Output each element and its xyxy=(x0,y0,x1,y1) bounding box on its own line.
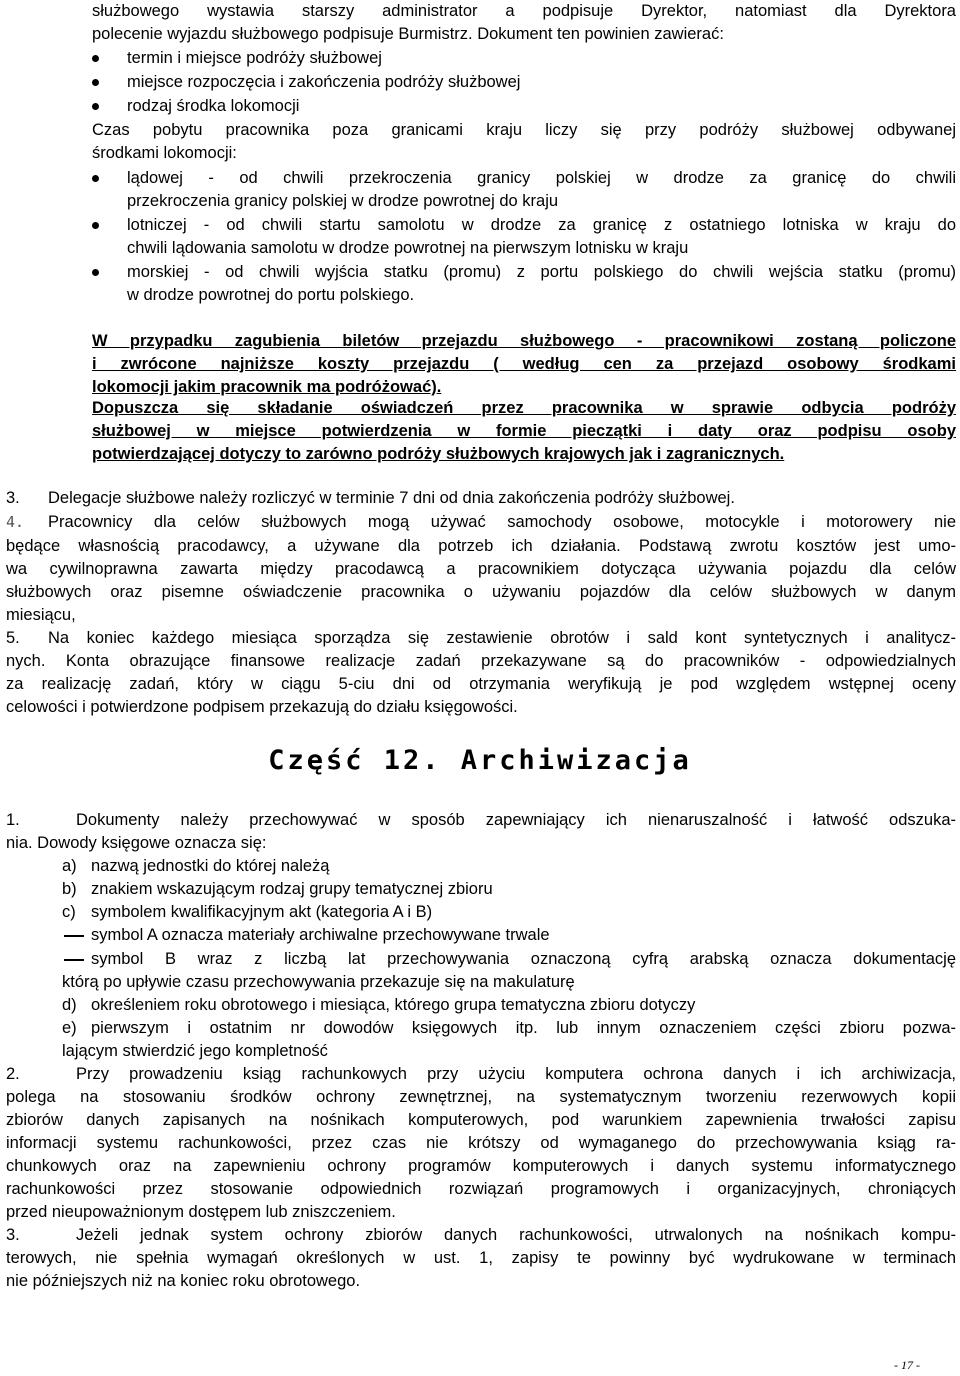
list-mark: c) xyxy=(62,903,76,921)
item5-line-3: za realizację zadań, który w ciągu 5-ciu dni od otrzymania weryfikują je pod względem wstępnej oceny xyxy=(6,675,956,693)
dash-mark xyxy=(64,959,84,961)
item-number: 1. xyxy=(6,811,20,829)
item5-line-4: celowości i potwierdzone podpisem przekazują do działu księgowości. xyxy=(6,698,518,716)
arch-list-e-line-1: pierwszym i ostatnim nr dowodów księgowych itp. lub innym oznaczeniem części zbioru pozwa- xyxy=(91,1019,956,1037)
item-number: 3. xyxy=(6,1226,20,1244)
item-number: 2. xyxy=(6,1065,20,1083)
item-number: 4. xyxy=(6,513,25,531)
lost-ticket-note-line-3: lokomocji jakim pracownik ma podróżować). xyxy=(92,378,442,396)
list-mark: b) xyxy=(62,880,77,898)
arch2-line-6: rachunkowości przez stosowanie odpowiednich rozwiązań programowych i organizacyjnych, chroniących xyxy=(6,1180,956,1198)
arch2-line-7: przed nieupoważnionym dostępem lub zniszczeniem. xyxy=(6,1203,396,1221)
arch2-line-5: chunkowych oraz na zapewnieniu ochrony programów komputerowych i danych systemu informatycznego xyxy=(6,1157,956,1175)
transport-bullet-air-line-2: chwili lądowania samolotu w drodze powrotnej na pierwszym lotnisku w kraju xyxy=(127,239,689,257)
intro-line-1: służbowego wystawia starszy administrator a podpisuje Dyrektor, natomiast dla Dyrektora xyxy=(92,2,956,20)
arch-dash-1: symbol A oznacza materiały archiwalne przechowywane trwale xyxy=(91,926,550,944)
bullet-dot xyxy=(92,79,99,86)
arch-dash-2-line-1: symbol B wraz z liczbą lat przechowywania oznaczoną cyfrą arabską oznacza dokumentację xyxy=(91,950,956,968)
doc-bullet-1: termin i miejsce podróży służbowej xyxy=(127,49,382,67)
list-mark: d) xyxy=(62,996,77,1014)
arch-list-e-line-2: lającym stwierdzić jego kompletność xyxy=(62,1042,328,1060)
lost-ticket-note-line-2: i zwrócone najniższe koszty przejazdu ( według cen za przejazd osobowy środkami xyxy=(92,355,956,373)
transport-bullet-sea-line-1: morskiej - od chwili wyjścia statku (promu) z portu polskiego do chwili wejścia statku (promu) xyxy=(127,263,956,281)
list-mark: e) xyxy=(62,1019,77,1037)
arch-list-b: znakiem wskazującym rodzaj grupy tematycznej zbioru xyxy=(91,880,493,898)
item4-line-4: służbowych oraz pisemne oświadczenie pracownika o używaniu pojazdów dla celów służbowych w danym xyxy=(6,583,956,601)
abroad-intro-line-2: środkami lokomocji: xyxy=(92,144,237,162)
arch2-line-4: informacji systemu rachunkowości, przez czas nie krótszy od wymaganego do przechowywania ksiąg ra- xyxy=(6,1134,956,1152)
item4-line-3: wa cywilnoprawna zawarta między pracodawcą a pracownikiem dotycząca używania pojazdu dla celów xyxy=(6,560,956,578)
lost-ticket-note-line-1: W przypadku zagubienia biletów przejazdu służbowego - pracownikowi zostaną policzone xyxy=(92,332,956,350)
item5-line-2: nych. Konta obrazujące finansowe realizacje zadań przekazywane są do pracowników - odpowiedzialnych xyxy=(6,652,956,670)
arch1-line-2: nia. Dowody księgowe oznacza się: xyxy=(6,834,267,852)
transport-bullet-land-line-2: przekroczenia granicy polskiej w drodze powrotnej do kraju xyxy=(127,192,559,210)
arch2-line-3: zbiorów danych zapisanych na nośnikach komputerowych, pod warunkiem zapewnienia trwałości zapisu xyxy=(6,1111,956,1129)
intro-line-2: polecenie wyjazdu służbowego podpisuje Burmistrz. Dokument ten powinien zawierać: xyxy=(92,25,724,43)
arch-dash-2-line-2: którą po upływie czasu przechowywania przekazuje się na makulaturę xyxy=(62,973,575,991)
arch-list-d: określeniem roku obrotowego i miesiąca, którego grupa tematyczna zbioru dotyczy xyxy=(91,996,696,1014)
doc-bullet-2: miejsce rozpoczęcia i zakończenia podróży służbowej xyxy=(127,73,521,91)
arch2-line-1: Przy prowadzeniu ksiąg rachunkowych przy użyciu komputera ochrona danych i ich archiwizacja, xyxy=(76,1065,956,1083)
page-number: - 17 - xyxy=(894,1358,920,1372)
transport-bullet-land-line-1: lądowej - od chwili przekroczenia granicy polskiej w drodze za granicę do chwili xyxy=(127,169,956,187)
abroad-intro-line-1: Czas pobytu pracownika poza granicami kraju liczy się przy podróży służbowej odbywanej xyxy=(92,121,956,139)
item4-line-1: Pracownicy dla celów służbowych mogą używać samochody osobowe, motocykle i motorowery nie xyxy=(48,513,956,531)
statement-note-line-2: służbowej w miejsce potwierdzenia w formie pieczątki i daty oraz podpisu osoby xyxy=(92,422,956,440)
arch3-line-2: terowych, nie spełnia wymagań określonych w ust. 1, zapisy te powinny być wydrukowane w terminach xyxy=(6,1249,956,1267)
bullet-dot xyxy=(92,175,99,182)
arch-list-c: symbolem kwalifikacyjnym akt (kategoria A i B) xyxy=(91,903,433,921)
item4-line-2: będące własnością pracodawcy, a używane dla potrzeb ich działania. Podstawą zwrotu kosztów jest umo- xyxy=(6,537,956,555)
arch3-line-3: nie późniejszych niż na koniec roku obrotowego. xyxy=(6,1272,361,1290)
item5-line-1: Na koniec każdego miesiąca sporządza się zestawienie obrotów i sald kont syntetycznych i analitycz- xyxy=(48,629,956,647)
section-heading: Część 12. Archiwizacja xyxy=(268,745,692,776)
dash-mark xyxy=(64,935,84,937)
statement-note-line-1: Dopuszcza się składanie oświadczeń przez pracownika w sprawie odbycia podróży xyxy=(92,399,956,417)
doc-bullet-3: rodzaj środka lokomocji xyxy=(127,97,300,115)
arch2-line-2: polega na stosowaniu środków ochrony zewnętrznej, na systematycznym tworzeniu rezerwowych kopii xyxy=(6,1088,956,1106)
arch-list-a: nazwą jednostki do której należą xyxy=(91,857,330,875)
item-number: 3. xyxy=(6,489,20,507)
transport-bullet-sea-line-2: w drodze powrotnej do portu polskiego. xyxy=(127,286,415,304)
transport-bullet-air-line-1: lotniczej - od chwili startu samolotu w drodze za granicę z ostatniego lotniska w kraju do xyxy=(127,216,956,234)
arch1-line-1: Dokumenty należy przechowywać w sposób zapewniający ich nienaruszalność i łatwość odszuka- xyxy=(76,811,956,829)
statement-note-line-3: potwierdzającej dotyczy to zarówno podróży służbowych krajowych jak i zagranicznych. xyxy=(92,445,785,463)
item4-line-5: miesiącu, xyxy=(6,606,76,624)
bullet-dot xyxy=(92,55,99,62)
bullet-dot xyxy=(92,269,99,276)
list-mark: a) xyxy=(62,857,77,875)
item-number: 5. xyxy=(6,629,20,647)
bullet-dot xyxy=(92,222,99,229)
arch3-line-1: Jeżeli jednak system ochrony zbiorów danych rachunkowości, utrwalonych na nośnikach kompu- xyxy=(76,1226,956,1244)
item3-text: Delegacje służbowe należy rozliczyć w terminie 7 dni od dnia zakończenia podróży służbowej. xyxy=(48,489,735,507)
bullet-dot xyxy=(92,103,99,110)
